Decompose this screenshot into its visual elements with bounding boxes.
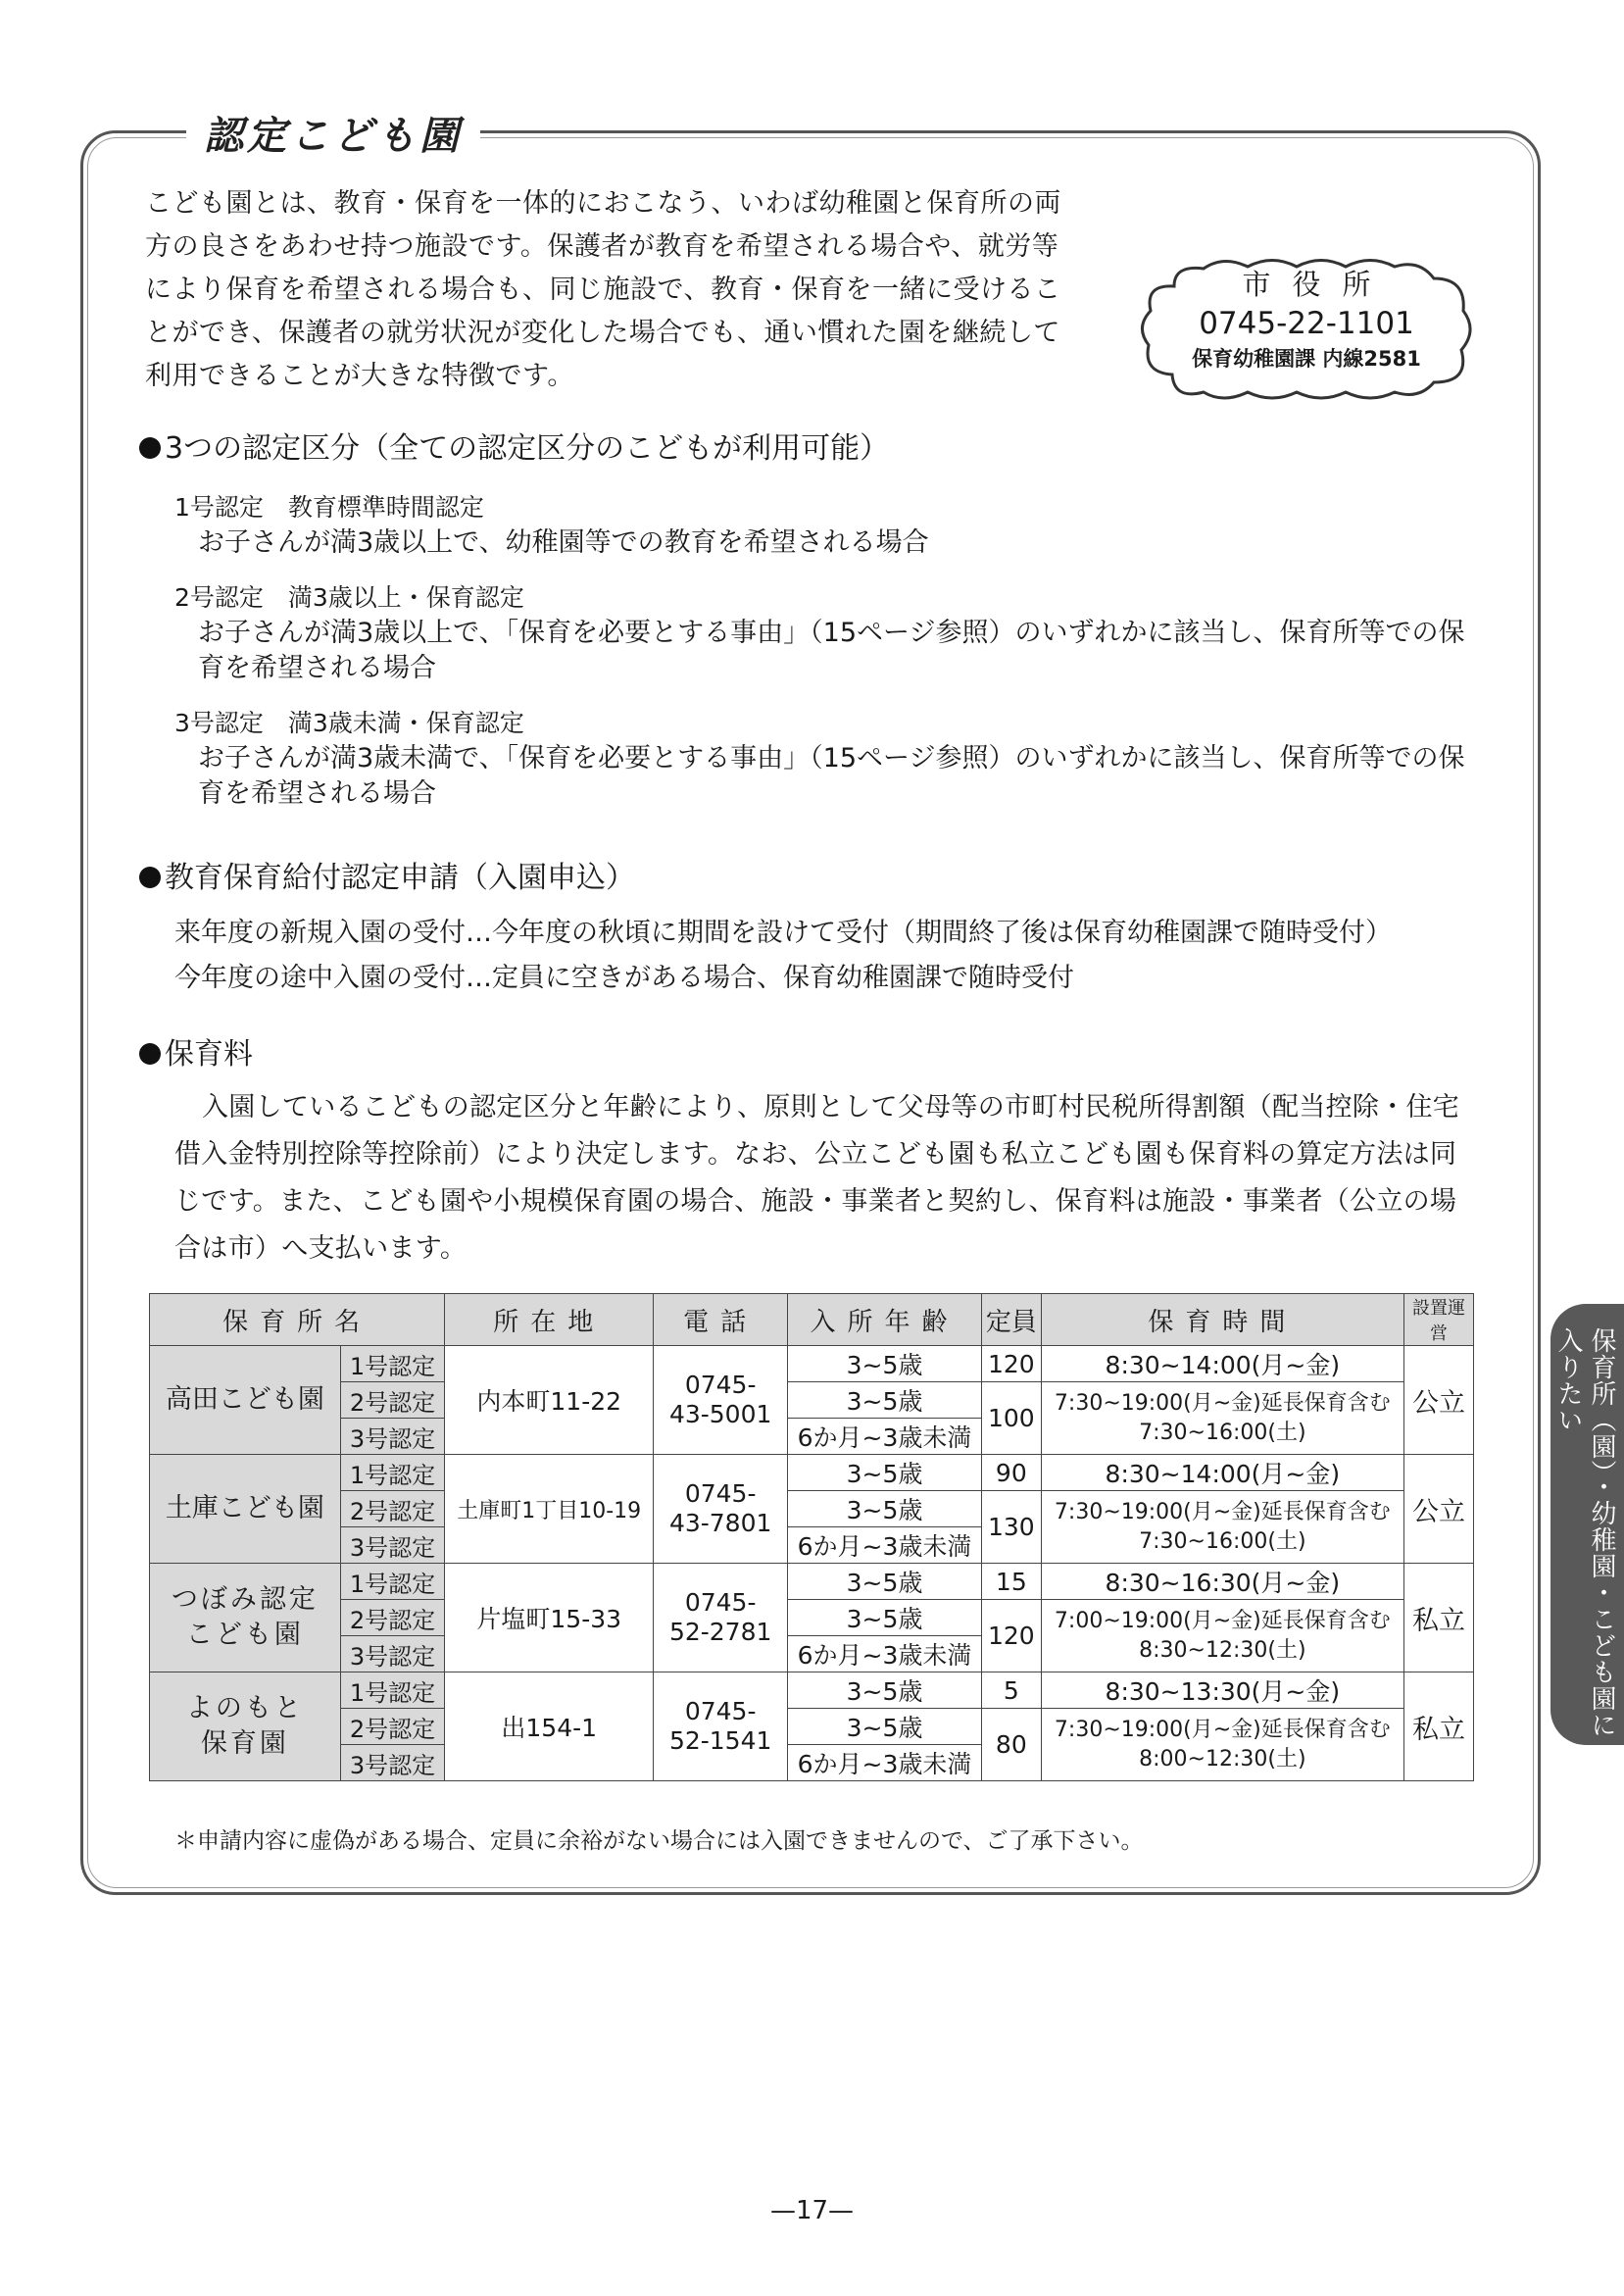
facility-name: よのもと 保育園 [150, 1672, 341, 1781]
title-banner [186, 108, 480, 157]
facility-phone: 0745- 52-1541 [654, 1672, 788, 1781]
facility-address: 土庫町1丁目10-19 [445, 1455, 654, 1564]
fee-paragraph: 入園しているこどもの認定区分と年齢により、原則として父母等の市町村民税所得割額（配当控除・住宅借入金特別控除等控除前）により決定します。なお、公立こども園も私立こども園も保育料の算定方法は同じです。また、こども園や小規模保育園の場合、施設・事業者と契約し、保育料は施設・事業者（公立の場合は市）へ支払います。 [174, 1092, 1460, 1264]
category-cell: 3号認定 [340, 1745, 445, 1781]
section-heading-fees: 保育料 [139, 1035, 253, 1074]
table-row [150, 1709, 1474, 1745]
facility-table [149, 1293, 1474, 1781]
page-title: 認定こども園 [204, 113, 463, 159]
operator-cell: 私立 [1403, 1672, 1473, 1781]
header-operator: 設置運営 [1403, 1294, 1473, 1346]
page-number: —17— [769, 2196, 855, 2225]
hours-cell: 7:30~19:00(月~金)延長保育含む 7:30~16:00(土) [1041, 1382, 1403, 1455]
category-cell: 1号認定 [340, 1346, 445, 1382]
category-cell: 2号認定 [340, 1491, 445, 1527]
capacity-cell: 90 [981, 1455, 1041, 1491]
capacity-cell: 5 [981, 1672, 1041, 1709]
facility-name: 高田こども園 [150, 1346, 341, 1455]
table-row [150, 1346, 1474, 1382]
table-row [150, 1455, 1474, 1491]
age-cell: 3~5歳 [788, 1564, 982, 1600]
age-cell: 3~5歳 [788, 1455, 982, 1491]
age-cell: 6か月~3歳未満 [788, 1527, 982, 1564]
header-facility: 保育所名 [150, 1294, 445, 1346]
capacity-cell: 130 [981, 1491, 1041, 1564]
table-row [150, 1564, 1474, 1600]
hours-cell: 7:30~19:00(月~金)延長保育含む 7:30~16:00(土) [1041, 1491, 1403, 1564]
capacity-cell: 100 [981, 1382, 1041, 1455]
category-2-label: 2号認定 満3歳以上・保育認定 [174, 583, 524, 612]
facility-phone: 0745- 52-2781 [654, 1564, 788, 1672]
hours-cell: 8:30~14:00(月~金) [1041, 1455, 1403, 1491]
bullet-icon [139, 867, 161, 888]
section-heading-categories: 3つの認定区分（全ての認定区分のこどもが利用可能） [139, 429, 889, 469]
age-cell: 3~5歳 [788, 1491, 982, 1527]
header-phone: 電話 [654, 1294, 788, 1346]
hours-cell: 7:00~19:00(月~金)延長保育含む 8:30~12:30(土) [1041, 1600, 1403, 1672]
contact-dept: 保育幼稚園課 内線2581 [1192, 347, 1421, 371]
operator-cell: 公立 [1403, 1346, 1473, 1455]
contact-title: 市役所 [1242, 268, 1393, 301]
category-cell: 1号認定 [340, 1672, 445, 1709]
category-cell: 1号認定 [340, 1455, 445, 1491]
contact-phone: 0745-22-1101 [1199, 306, 1414, 341]
capacity-cell: 80 [981, 1709, 1041, 1781]
header-address: 所在地 [445, 1294, 654, 1346]
hours-cell: 8:30~14:00(月~金) [1041, 1346, 1403, 1382]
table-row [150, 1600, 1474, 1636]
header-hours: 保育時間 [1041, 1294, 1403, 1346]
age-cell: 6か月~3歳未満 [788, 1636, 982, 1672]
header-capacity: 定員 [981, 1294, 1041, 1346]
hours-cell: 8:30~13:30(月~金) [1041, 1672, 1403, 1709]
capacity-cell: 15 [981, 1564, 1041, 1600]
category-3-label: 3号認定 満3歳未満・保育認定 [174, 709, 524, 737]
age-cell: 3~5歳 [788, 1600, 982, 1636]
operator-cell: 私立 [1403, 1564, 1473, 1672]
table-header-row [150, 1294, 1474, 1346]
hours-cell: 7:30~19:00(月~金)延長保育含む 8:00~12:30(土) [1041, 1709, 1403, 1781]
age-cell: 3~5歳 [788, 1346, 982, 1382]
intro-paragraph: こども園とは、教育・保育を一体的におこなう、いわば幼稚園と保育所の両方の良さをあわせ持つ施設です。保護者が教育を希望される場合や、就労等により保育を希望される場合も、同じ施設で、教育・保育を一緒に受けることができ、保護者の就労状況が変化した場合でも、通い慣れた園を継続して利用できることが大きな特徴です。 [145, 188, 1061, 391]
category-cell: 2号認定 [340, 1382, 445, 1419]
category-1-label: 1号認定 教育標準時間認定 [174, 493, 484, 522]
table-row [150, 1672, 1474, 1709]
bullet-icon [139, 1043, 161, 1065]
facility-address: 片塩町15-33 [445, 1564, 654, 1672]
bullet-icon [139, 437, 161, 459]
hours-cell: 8:30~16:30(月~金) [1041, 1564, 1403, 1600]
age-cell: 3~5歳 [788, 1382, 982, 1419]
category-cell: 3号認定 [340, 1419, 445, 1455]
facility-phone: 0745- 43-5001 [654, 1346, 788, 1455]
category-cell: 3号認定 [340, 1636, 445, 1672]
facility-address: 内本町11-22 [445, 1346, 654, 1455]
age-cell: 3~5歳 [788, 1672, 982, 1709]
table-row [150, 1382, 1474, 1419]
footnote: ＊申請内容に虚偽がある場合、定員に余裕がない場合には入園できませんので、ご了承下さい。 [174, 1828, 1144, 1854]
facility-name: つぼみ認定 こども園 [150, 1564, 341, 1672]
side-index-tab [1550, 1304, 1624, 1745]
application-line-1: 来年度の新規入園の受付…今年度の秋頃に期間を設けて受付（期間終了後は保育幼稚園課で随時受付） [174, 918, 1392, 948]
category-2-desc: お子さんが満3歳以上で、「保育を必要とする事由」（15ページ参照）のいずれかに該当し、保育所等での保育を希望される場合 [198, 618, 1465, 683]
age-cell: 6か月~3歳未満 [788, 1745, 982, 1781]
section-heading-application: 教育保育給付認定申請（入園申込） [139, 859, 635, 898]
age-cell: 6か月~3歳未満 [788, 1419, 982, 1455]
capacity-cell: 120 [981, 1346, 1041, 1382]
operator-cell: 公立 [1403, 1455, 1473, 1564]
age-cell: 3~5歳 [788, 1709, 982, 1745]
category-cell: 2号認定 [340, 1709, 445, 1745]
category-cell: 3号認定 [340, 1527, 445, 1564]
category-1-desc: お子さんが満3歳以上で、幼稚園等での教育を希望される場合 [198, 527, 929, 558]
category-cell: 1号認定 [340, 1564, 445, 1600]
facility-phone: 0745- 43-7801 [654, 1455, 788, 1564]
capacity-cell: 120 [981, 1600, 1041, 1672]
side-tab-label: 保育所（園）・幼稚園・こども園に入りたい [1553, 1327, 1616, 1738]
application-line-2: 今年度の途中入園の受付…定員に空きがある場合、保育幼稚園課で随時受付 [174, 963, 1074, 993]
table-row [150, 1491, 1474, 1527]
facility-address: 出154-1 [445, 1672, 654, 1781]
contact-box [1135, 265, 1478, 374]
facility-name: 土庫こども園 [150, 1455, 341, 1564]
header-age: 入所年齢 [788, 1294, 982, 1346]
category-3-desc: お子さんが満3歳未満で、「保育を必要とする事由」（15ページ参照）のいずれかに該当し、保育所等での保育を希望される場合 [198, 743, 1465, 809]
category-cell: 2号認定 [340, 1600, 445, 1636]
